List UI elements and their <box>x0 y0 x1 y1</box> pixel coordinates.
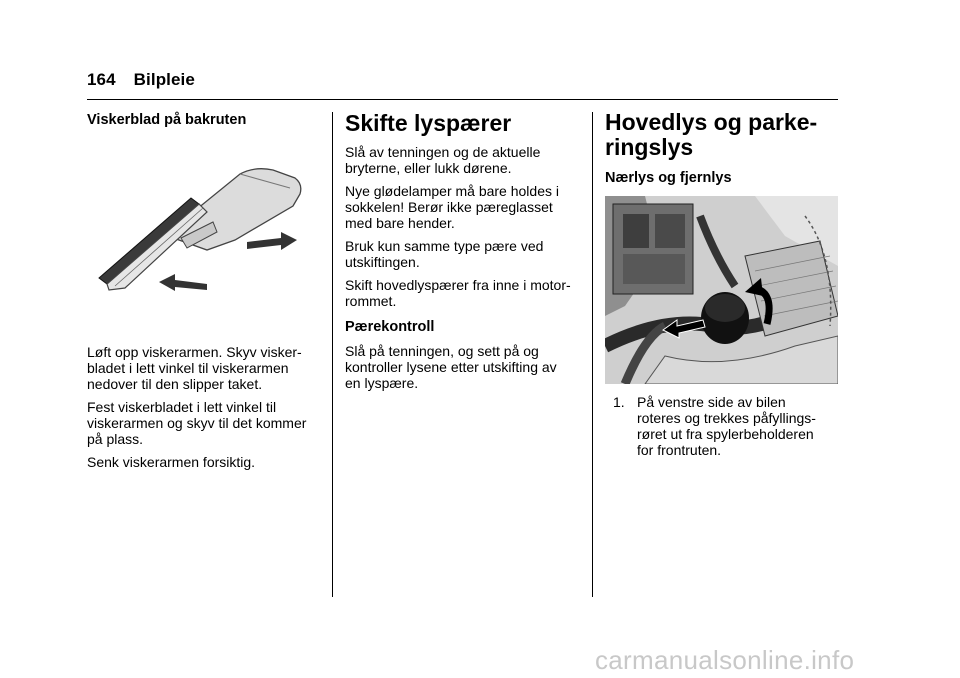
rear-wiper-step-1: Løft opp viskerarmen. Skyv visker- bladet i lett vinkel til viskerarmen nedover til den slipper taket. <box>87 344 302 392</box>
column-2 <box>345 110 585 398</box>
watermark: carmanualsonline.info <box>595 645 855 675</box>
headlamp-title: Hovedlys og parke- ringslys <box>605 109 818 160</box>
step-number: 1. <box>613 394 625 410</box>
bulb-check-heading: Pærekontroll <box>345 319 435 335</box>
low-high-beam-heading: Nærlys og fjernlys <box>605 170 732 186</box>
column-divider-1 <box>332 112 333 597</box>
push-arrow-left <box>159 274 207 291</box>
headlamp-steps-list <box>605 394 840 458</box>
page-header <box>87 70 837 90</box>
column-3-steps <box>605 394 840 458</box>
rear-wiper-step-2: Fest viskerbladet i lett vinkel til viskerarmen og skyv til det kommer på plass. <box>87 399 307 447</box>
bulb-check-paragraph: Slå på tenningen, og sett på og kontroller lysene etter utskifting av en lyspære. <box>345 343 557 391</box>
step-text: På venstre side av bilen roteres og trekkes påfyllings- røret ut fra spylerbeholderen for frontruten. <box>637 394 816 458</box>
column-1 <box>87 112 322 128</box>
bulb-replacement-title: Skifte lyspærer <box>345 110 512 136</box>
rear-wiper-heading: Viskerblad på bakruten <box>87 112 247 128</box>
column-divider-2 <box>592 112 593 597</box>
push-arrow-right <box>247 232 297 250</box>
section-title: Bilpleie <box>133 70 195 89</box>
bulb-paragraph-3: Bruk kun samme type pære ved utskiftingen. <box>345 238 544 270</box>
column-1-body <box>87 344 327 477</box>
list-item <box>605 394 840 458</box>
bulb-paragraph-4: Skift hovedlyspærer fra inne i motor- rommet. <box>345 277 571 309</box>
bulb-paragraph-1: Slå av tenningen og de aktuelle bryterne, eller lukk dørene. <box>345 144 541 176</box>
column-3 <box>605 110 840 186</box>
rear-wiper-step-3: Senk viskerarmen forsiktig. <box>87 454 256 470</box>
engine-compartment-illustration <box>605 196 838 384</box>
page-number: 164 <box>87 70 116 89</box>
wiper-blade-illustration <box>95 160 305 300</box>
header-rule <box>87 99 838 100</box>
bulb-paragraph-2: Nye glødelamper må bare holdes i sokkelen! Berør ikke pæreglasset med bare hender. <box>345 183 559 231</box>
